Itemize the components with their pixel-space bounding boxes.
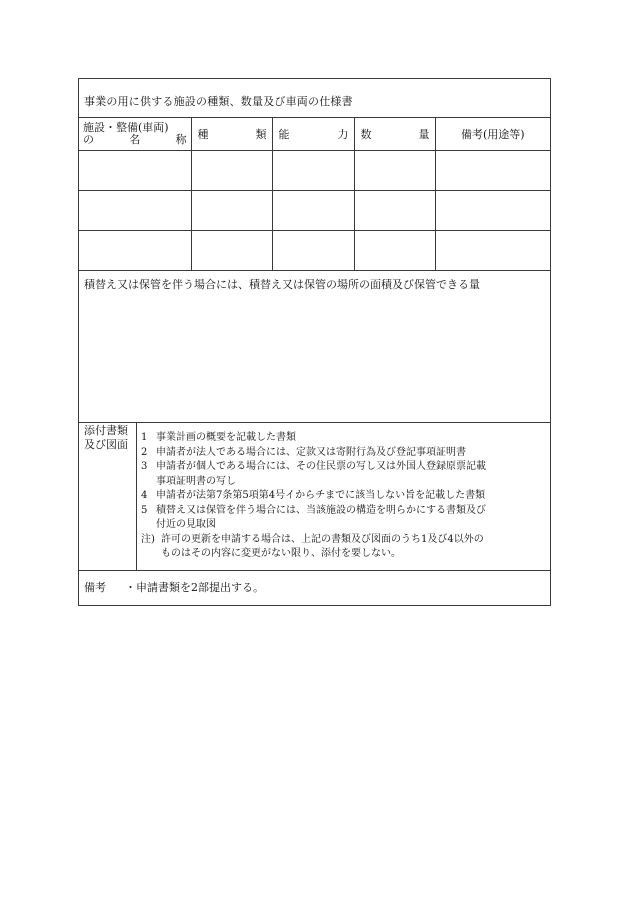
cell-quantity[interactable] — [354, 190, 435, 230]
facility-table — [79, 118, 550, 271]
list-item: 1 事業計画の概要を記載した書類 — [141, 432, 296, 443]
storage-area-section[interactable] — [79, 271, 550, 423]
header-facility-name: 施設・整備(車両) の 名 称 — [79, 118, 191, 150]
cell-remarks[interactable] — [435, 190, 550, 230]
cell-remarks[interactable] — [435, 230, 550, 270]
table-row — [79, 190, 550, 230]
cell-facility-name[interactable] — [79, 230, 191, 270]
header-capacity: 能 力 — [272, 118, 354, 150]
list-item: 3 申請者が個人である場合には、その住民票の写し又は外国人登録原票記載 事項証明書の写し — [141, 461, 486, 487]
cell-capacity[interactable] — [272, 150, 354, 190]
list-item: 4 申請者が法第7条第5項第4号イからチまでに該当しない旨を記載した書類 — [141, 490, 486, 501]
attachments-note: 注) 許可の更新を申請する場合は、上記の書類及び図面のうち1及び4以外の ものはその内容に変更がない限り、添付を要しない。 — [141, 533, 484, 559]
attachments-label: 添付書類 及び図面 — [79, 423, 137, 570]
cell-capacity[interactable] — [272, 190, 354, 230]
cell-facility-name[interactable] — [79, 150, 191, 190]
remarks-label: 備考 — [84, 581, 106, 594]
header-type: 種 類 — [191, 118, 272, 150]
cell-type[interactable] — [191, 230, 272, 270]
header-quantity: 数 量 — [354, 118, 435, 150]
table-header-row — [79, 118, 550, 150]
table-row — [79, 150, 550, 190]
application-form — [78, 78, 551, 606]
cell-facility-name[interactable] — [79, 190, 191, 230]
cell-type[interactable] — [191, 150, 272, 190]
header-remarks: 備考(用途等) — [435, 118, 550, 150]
form-title-section — [79, 79, 550, 118]
attachments-section — [79, 423, 550, 571]
cell-remarks[interactable] — [435, 150, 550, 190]
cell-type[interactable] — [191, 190, 272, 230]
cell-quantity[interactable] — [354, 230, 435, 270]
remarks-text: ・申請書類を2部提出する。 — [125, 581, 264, 594]
attachments-list — [141, 431, 549, 562]
cell-capacity[interactable] — [272, 230, 354, 270]
cell-quantity[interactable] — [354, 150, 435, 190]
list-item: 2 申請者が法人である場合には、定款又は寄附行為及び登記事項証明書 — [141, 446, 466, 458]
list-item: 5 積替え又は保管を伴う場合には、当該施設の構造を明らかにする書類及び 付近の見取図 — [141, 504, 486, 530]
storage-area-label: 積替え又は保管を伴う場合には、積替え又は保管の場所の面積及び保管できる量 — [84, 278, 480, 291]
form-title: 事業の用に供する施設の種類、数量及び車両の仕様書 — [84, 95, 353, 108]
remarks-section — [79, 571, 550, 605]
table-row — [79, 230, 550, 270]
